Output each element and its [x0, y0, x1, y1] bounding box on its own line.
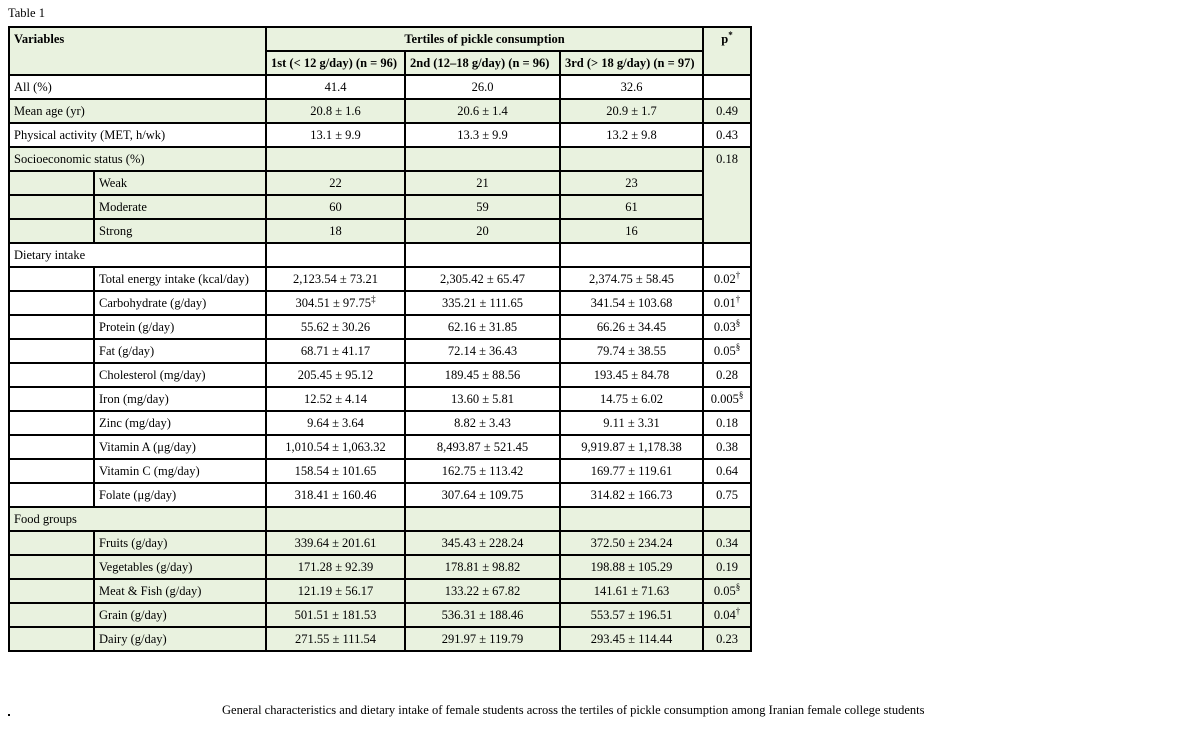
- tertile-3-value: 16: [560, 219, 703, 243]
- tertile-3-value: 2,374.75 ± 58.45: [560, 267, 703, 291]
- tertiles-header: Tertiles of pickle consumption: [266, 27, 703, 51]
- tertile-3-value: 341.54 ± 103.68: [560, 291, 703, 315]
- tertile-3-value: 293.45 ± 114.44: [560, 627, 703, 651]
- table-row: [9, 483, 751, 507]
- tertile-1-value: 318.41 ± 160.46: [266, 483, 405, 507]
- p-value: 0.49: [703, 99, 751, 123]
- indent-cell: [9, 195, 94, 219]
- tertile-1-value: 68.71 ± 41.17: [266, 339, 405, 363]
- tertile-2-value: 20: [405, 219, 560, 243]
- tertile-1-value: 1,010.54 ± 1,063.32: [266, 435, 405, 459]
- p-value: 0.005§: [703, 387, 751, 411]
- header-row: [9, 27, 751, 51]
- row-label: Vitamin A (μg/day): [94, 435, 266, 459]
- tertile-3-value: 553.57 ± 196.51: [560, 603, 703, 627]
- indent-cell: [9, 483, 94, 507]
- row-label: Total energy intake (kcal/day): [94, 267, 266, 291]
- indent-cell: [9, 459, 94, 483]
- empty-cell: [266, 243, 405, 267]
- characteristics-table: [8, 26, 752, 652]
- table-row: [9, 555, 751, 579]
- indent-cell: [9, 315, 94, 339]
- table-row: [9, 387, 751, 411]
- empty-cell: [405, 147, 560, 171]
- tertile-3-value: 14.75 ± 6.02: [560, 387, 703, 411]
- section-label: Dietary intake: [9, 243, 266, 267]
- empty-cell: [703, 243, 751, 267]
- tertile-2-value: 21: [405, 171, 560, 195]
- p-value: 0.03§: [703, 315, 751, 339]
- tertile-2-value: 8.82 ± 3.43: [405, 411, 560, 435]
- indent-cell: [9, 579, 94, 603]
- tertile-2-value: 291.97 ± 119.79: [405, 627, 560, 651]
- indent-cell: [9, 603, 94, 627]
- section-row: [9, 243, 751, 267]
- row-label: Cholesterol (mg/day): [94, 363, 266, 387]
- indent-cell: [9, 339, 94, 363]
- p-value: 0.64: [703, 459, 751, 483]
- tertile-3-value: 314.82 ± 166.73: [560, 483, 703, 507]
- p-value: 0.18: [703, 411, 751, 435]
- empty-cell: [405, 243, 560, 267]
- row-label: Vitamin C (mg/day): [94, 459, 266, 483]
- tertile-3-value: 198.88 ± 105.29: [560, 555, 703, 579]
- tertile-3-value: 141.61 ± 71.63: [560, 579, 703, 603]
- row-label: Protein (g/day): [94, 315, 266, 339]
- row-label: Dairy (g/day): [94, 627, 266, 651]
- tertile-1-value: 55.62 ± 30.26: [266, 315, 405, 339]
- tertile-1-value: 20.8 ± 1.6: [266, 99, 405, 123]
- empty-cell: [405, 507, 560, 531]
- table-caption: General characteristics and dietary intake of female students across the tertiles of pickle consumption among Iranian female college students: [222, 703, 925, 717]
- empty-cell: [560, 507, 703, 531]
- tertile-3-value: 13.2 ± 9.8: [560, 123, 703, 147]
- row-label: Vegetables (g/day): [94, 555, 266, 579]
- table-row: [9, 603, 751, 627]
- variables-header: Variables: [9, 27, 266, 75]
- p-value: 0.38: [703, 435, 751, 459]
- table-row: [9, 363, 751, 387]
- row-label: Fruits (g/day): [94, 531, 266, 555]
- tertile-2-value: 13.3 ± 9.9: [405, 123, 560, 147]
- p-value: 0.02†: [703, 267, 751, 291]
- tertile-1-value: 158.54 ± 101.65: [266, 459, 405, 483]
- row-label: Fat (g/day): [94, 339, 266, 363]
- indent-cell: [9, 435, 94, 459]
- row-label: Socioeconomic status (%): [9, 147, 266, 171]
- row-label: Zinc (mg/day): [94, 411, 266, 435]
- indent-cell: [9, 555, 94, 579]
- p-value: [703, 75, 751, 99]
- indent-cell: [9, 363, 94, 387]
- tertile-3-value: 66.26 ± 34.45: [560, 315, 703, 339]
- tertile-1-value: 339.64 ± 201.61: [266, 531, 405, 555]
- tertile-2-value: 307.64 ± 109.75: [405, 483, 560, 507]
- row-label: Mean age (yr): [9, 99, 266, 123]
- tertile-1-value: 171.28 ± 92.39: [266, 555, 405, 579]
- tertile-1-value: 205.45 ± 95.12: [266, 363, 405, 387]
- empty-cell: [560, 243, 703, 267]
- tertile-1-value: 501.51 ± 181.53: [266, 603, 405, 627]
- tertile-3-value: 9,919.87 ± 1,178.38: [560, 435, 703, 459]
- indent-cell: [9, 411, 94, 435]
- tertile-2-value: 178.81 ± 98.82: [405, 555, 560, 579]
- indent-cell: [9, 267, 94, 291]
- section-label: Food groups: [9, 507, 266, 531]
- p-value: 0.28: [703, 363, 751, 387]
- tertile-1-value: 304.51 ± 97.75‡: [266, 291, 405, 315]
- tertile-2-value: 8,493.87 ± 521.45: [405, 435, 560, 459]
- row-label: Meat & Fish (g/day): [94, 579, 266, 603]
- row-label: Physical activity (MET, h/wk): [9, 123, 266, 147]
- p-value: 0.23: [703, 627, 751, 651]
- tertile-3-value: 169.77 ± 119.61: [560, 459, 703, 483]
- tertile-2-value: 13.60 ± 5.81: [405, 387, 560, 411]
- tertile-1-value: 41.4: [266, 75, 405, 99]
- row-label: All (%): [9, 75, 266, 99]
- empty-cell: [266, 147, 405, 171]
- table-row: [9, 435, 751, 459]
- row-label: Weak: [94, 171, 266, 195]
- row-label: Moderate: [94, 195, 266, 219]
- tertile-1-value: 121.19 ± 56.17: [266, 579, 405, 603]
- tertile-1-value: 12.52 ± 4.14: [266, 387, 405, 411]
- tertile-2-value: 133.22 ± 67.82: [405, 579, 560, 603]
- table-row: [9, 75, 751, 99]
- p-value: 0.19: [703, 555, 751, 579]
- p-value: 0.05§: [703, 579, 751, 603]
- tertile-2-header: 2nd (12–18 g/day) (n = 96): [405, 51, 560, 75]
- tertile-3-header: 3rd (> 18 g/day) (n = 97): [560, 51, 703, 75]
- p-value: 0.43: [703, 123, 751, 147]
- row-label: Iron (mg/day): [94, 387, 266, 411]
- tertile-3-value: 61: [560, 195, 703, 219]
- p-value-header: p*: [703, 27, 751, 75]
- indent-cell: [9, 531, 94, 555]
- tertile-2-value: 2,305.42 ± 65.47: [405, 267, 560, 291]
- p-value: 0.75: [703, 483, 751, 507]
- row-label: Grain (g/day): [94, 603, 266, 627]
- row-label: Carbohydrate (g/day): [94, 291, 266, 315]
- p-value: 0.05§: [703, 339, 751, 363]
- tertile-1-header: 1st (< 12 g/day) (n = 96): [266, 51, 405, 75]
- tertile-1-value: 271.55 ± 111.54: [266, 627, 405, 651]
- p-value: 0.34: [703, 531, 751, 555]
- row-label: Strong: [94, 219, 266, 243]
- tertile-3-value: 372.50 ± 234.24: [560, 531, 703, 555]
- tertile-2-value: 335.21 ± 111.65: [405, 291, 560, 315]
- indent-cell: [9, 219, 94, 243]
- tertile-2-value: 536.31 ± 188.46: [405, 603, 560, 627]
- table-label: Table 1: [8, 6, 45, 20]
- indent-cell: [9, 387, 94, 411]
- table-row: [9, 99, 751, 123]
- indent-cell: [9, 171, 94, 195]
- tertile-2-value: 59: [405, 195, 560, 219]
- row-label: Folate (μg/day): [94, 483, 266, 507]
- tertile-3-value: 32.6: [560, 75, 703, 99]
- tertile-2-value: 345.43 ± 228.24: [405, 531, 560, 555]
- table-row: [9, 147, 751, 171]
- tertile-1-value: 18: [266, 219, 405, 243]
- tertile-3-value: 23: [560, 171, 703, 195]
- table-row: [9, 531, 751, 555]
- tertile-3-value: 193.45 ± 84.78: [560, 363, 703, 387]
- tertile-3-value: 9.11 ± 3.31: [560, 411, 703, 435]
- table-row: [9, 291, 751, 315]
- p-value: 0.04†: [703, 603, 751, 627]
- table-row: [9, 123, 751, 147]
- tertile-2-value: 189.45 ± 88.56: [405, 363, 560, 387]
- table-row: [9, 171, 751, 195]
- tertile-2-value: 62.16 ± 31.85: [405, 315, 560, 339]
- tertile-1-value: 9.64 ± 3.64: [266, 411, 405, 435]
- table-row: [9, 267, 751, 291]
- tertile-1-value: 13.1 ± 9.9: [266, 123, 405, 147]
- empty-cell: [560, 147, 703, 171]
- tertile-2-value: 72.14 ± 36.43: [405, 339, 560, 363]
- tertile-3-value: 20.9 ± 1.7: [560, 99, 703, 123]
- tertile-1-value: 22: [266, 171, 405, 195]
- tertile-1-value: 2,123.54 ± 73.21: [266, 267, 405, 291]
- tertile-2-value: 26.0: [405, 75, 560, 99]
- empty-cell: [703, 507, 751, 531]
- indent-cell: [9, 291, 94, 315]
- table-row: [9, 627, 751, 651]
- tertile-2-value: 20.6 ± 1.4: [405, 99, 560, 123]
- table-row: [9, 315, 751, 339]
- p-value: 0.18: [703, 147, 751, 243]
- stray-dot: [8, 714, 10, 716]
- table-row: [9, 195, 751, 219]
- tertile-3-value: 79.74 ± 38.55: [560, 339, 703, 363]
- table-row: [9, 459, 751, 483]
- tertile-1-value: 60: [266, 195, 405, 219]
- table-row: [9, 219, 751, 243]
- section-row: [9, 507, 751, 531]
- tertile-2-value: 162.75 ± 113.42: [405, 459, 560, 483]
- indent-cell: [9, 627, 94, 651]
- p-value: 0.01†: [703, 291, 751, 315]
- table-row: [9, 579, 751, 603]
- empty-cell: [266, 507, 405, 531]
- table-row: [9, 339, 751, 363]
- table-row: [9, 411, 751, 435]
